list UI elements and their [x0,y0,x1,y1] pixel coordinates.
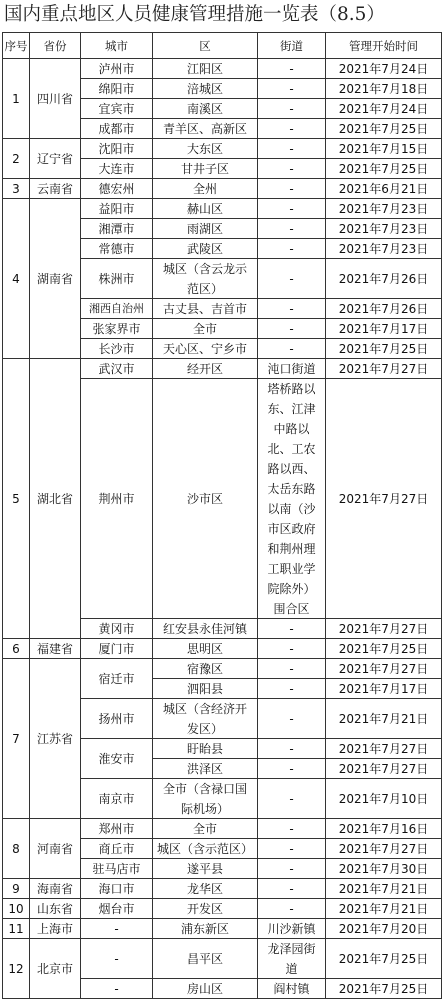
province-name: 上海市 [29,918,80,938]
street-name: - [257,78,325,98]
header-index: 序号 [2,32,29,58]
city-name: 淮安市 [80,738,152,778]
province-index: 6 [2,638,29,658]
city-name: - [80,918,152,938]
province-index: 8 [2,818,29,878]
district-name: 龙华区 [152,878,257,898]
street-name: - [257,838,325,858]
start-date: 2021年7月16日 [325,818,441,838]
city-name: 益阳市 [80,198,152,218]
street-name: 塔桥路以东、江津中路以北、工农路以西、太岳东路以南（沙市区政府和荆州理工职业学院除外）围合区 [257,378,325,618]
street-name: - [257,898,325,918]
street-name: - [257,118,325,138]
province-name: 福建省 [29,638,80,658]
province-index: 5 [2,358,29,638]
district-name: 沙市区 [152,378,257,618]
district-name: 大东区 [152,138,257,158]
province-name: 辽宁省 [29,138,80,178]
district-name: 全市 [152,318,257,338]
start-date: 2021年7月20日 [325,918,441,938]
district-name: 雨湖区 [152,218,257,238]
start-date: 2021年7月18日 [325,78,441,98]
city-name: 泸州市 [80,58,152,78]
street-name: - [257,658,325,678]
city-name: 常德市 [80,238,152,258]
province-name: 江苏省 [29,658,80,818]
district-name: 城区（含示范区） [152,838,257,858]
street-name: - [257,818,325,838]
district-name: 赫山区 [152,198,257,218]
street-name: - [257,318,325,338]
district-name: 泗阳县 [152,678,257,698]
street-name: - [257,238,325,258]
province-name: 海南省 [29,878,80,898]
start-date: 2021年7月23日 [325,218,441,238]
district-name: 昌平区 [152,938,257,978]
street-name: 沌口街道 [257,358,325,378]
province-name: 山东省 [29,898,80,918]
street-name: - [257,58,325,78]
district-name: 洪泽区 [152,758,257,778]
district-name: 宿豫区 [152,658,257,678]
street-name: - [257,678,325,698]
start-date: 2021年7月27日 [325,738,441,758]
start-date: 2021年7月21日 [325,898,441,918]
city-name: 绵阳市 [80,78,152,98]
city-name: 南京市 [80,778,152,818]
start-date: 2021年7月25日 [325,978,441,998]
start-date: 2021年7月26日 [325,298,441,318]
header-start-date: 管理开始时间 [325,32,441,58]
city-name: - [80,938,152,978]
start-date: 2021年7月25日 [325,638,441,658]
district-name: 古丈县、吉首市 [152,298,257,318]
district-name: 思明区 [152,638,257,658]
street-name: - [257,758,325,778]
page-title: 国内重点地区人员健康管理措施一览表（8.5） [4,4,385,25]
street-name: - [257,858,325,878]
street-name: 龙泽园街道 [257,938,325,978]
street-name: - [257,738,325,758]
start-date: 2021年7月26日 [325,258,441,298]
start-date: 2021年7月27日 [325,838,441,858]
start-date: 2021年7月24日 [325,98,441,118]
header-province: 省份 [29,32,80,58]
street-name: - [257,878,325,898]
district-name: 涪城区 [152,78,257,98]
district-name: 全市（含禄口国际机场） [152,778,257,818]
start-date: 2021年7月27日 [325,758,441,778]
district-name: 江阳区 [152,58,257,78]
street-name: - [257,638,325,658]
start-date: 2021年7月10日 [325,778,441,818]
street-name: - [257,178,325,198]
province-index: 4 [2,198,29,358]
street-name: - [257,218,325,238]
city-name: 驻马店市 [80,858,152,878]
district-name: 全市 [152,818,257,838]
province-index: 2 [2,138,29,178]
city-name: 厦门市 [80,638,152,658]
district-name: 红安县永佳河镇 [152,618,257,638]
street-name: - [257,198,325,218]
province-name: 湖南省 [29,198,80,358]
district-name: 浦东新区 [152,918,257,938]
district-name: 天心区、宁乡市 [152,338,257,358]
street-name: - [257,778,325,818]
start-date: 2021年7月27日 [325,378,441,618]
city-name: 烟台市 [80,898,152,918]
city-name: 长沙市 [80,338,152,358]
header-city: 城市 [80,32,152,58]
start-date: 2021年7月23日 [325,198,441,218]
city-name: 扬州市 [80,698,152,738]
street-name: - [257,618,325,638]
city-name: 大连市 [80,158,152,178]
city-name: 宿迁市 [80,658,152,698]
street-name: - [257,298,325,318]
province-name: 河南省 [29,818,80,878]
street-name: - [257,258,325,298]
table-bottom-border [2,998,442,999]
city-name: 黄冈市 [80,618,152,638]
district-name: 青羊区、高新区 [152,118,257,138]
street-name: - [257,338,325,358]
district-name: 南溪区 [152,98,257,118]
province-name: 四川省 [29,58,80,138]
district-name: 盱眙县 [152,738,257,758]
district-name: 开发区 [152,898,257,918]
province-index: 9 [2,878,29,898]
city-name: 湘潭市 [80,218,152,238]
start-date: 2021年7月30日 [325,858,441,878]
street-name: 阎村镇 [257,978,325,998]
city-name: 武汉市 [80,358,152,378]
province-name: 云南省 [29,178,80,198]
start-date: 2021年7月27日 [325,358,441,378]
start-date: 2021年7月25日 [325,158,441,178]
district-name: 甘井子区 [152,158,257,178]
street-name: 川沙新镇 [257,918,325,938]
start-date: 2021年7月25日 [325,938,441,978]
province-index: 10 [2,898,29,918]
province-index: 7 [2,658,29,818]
district-name: 城区（含云龙示范区） [152,258,257,298]
header-street: 街道 [257,32,325,58]
district-name: 城区（含经济开发区） [152,698,257,738]
city-name: 荆州市 [80,378,152,618]
city-name: 宜宾市 [80,98,152,118]
city-name: 德宏州 [80,178,152,198]
street-name: - [257,158,325,178]
header-district: 区 [152,32,257,58]
province-name: 湖北省 [29,358,80,638]
start-date: 2021年7月25日 [325,118,441,138]
city-name: 海口市 [80,878,152,898]
district-name: 全州 [152,178,257,198]
start-date: 2021年6月21日 [325,178,441,198]
start-date: 2021年7月25日 [325,338,441,358]
province-index: 1 [2,58,29,138]
city-name: 株洲市 [80,258,152,298]
start-date: 2021年7月21日 [325,878,441,898]
province-index: 12 [2,938,29,998]
start-date: 2021年7月23日 [325,238,441,258]
city-name: 成都市 [80,118,152,138]
start-date: 2021年7月17日 [325,678,441,698]
city-name: - [80,978,152,998]
city-name: 郑州市 [80,818,152,838]
district-name: 房山区 [152,978,257,998]
district-name: 经开区 [152,358,257,378]
province-index: 3 [2,178,29,198]
start-date: 2021年7月15日 [325,138,441,158]
street-name: - [257,698,325,738]
province-index: 11 [2,918,29,938]
street-name: - [257,138,325,158]
street-name: - [257,98,325,118]
district-name: 武陵区 [152,238,257,258]
start-date: 2021年7月17日 [325,318,441,338]
city-name: 张家界市 [80,318,152,338]
city-name: 商丘市 [80,838,152,858]
city-name: 湘西自治州 [80,298,152,318]
city-name: 沈阳市 [80,138,152,158]
district-name: 遂平县 [152,858,257,878]
start-date: 2021年7月27日 [325,658,441,678]
start-date: 2021年7月27日 [325,618,441,638]
province-name: 北京市 [29,938,80,998]
start-date: 2021年7月24日 [325,58,441,78]
start-date: 2021年7月21日 [325,698,441,738]
